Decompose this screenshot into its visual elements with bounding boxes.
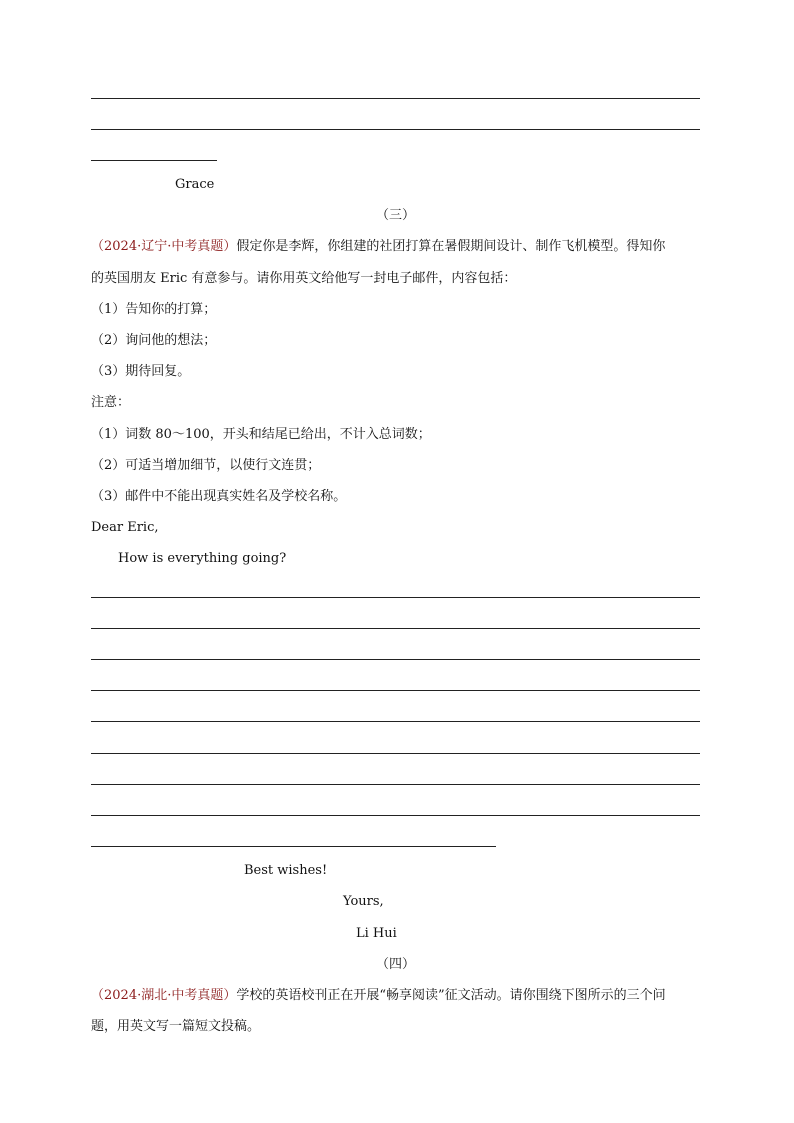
writing-line-short (91, 160, 217, 161)
list-item: （3）期待回复。 (91, 364, 191, 379)
sign-off-name: Grace (175, 177, 215, 192)
list-item: （2）询问他的想法； (91, 333, 217, 348)
writing-line (91, 659, 700, 660)
writing-line (91, 628, 700, 629)
writing-line (91, 597, 700, 598)
writing-line (91, 690, 700, 691)
prompt-line: 题，用英文写一篇短文投稿。 (91, 1019, 261, 1034)
prompt-line: （2024·湖北·中考真题）学校的英语校刊正在开展“畅享阅读”征文活动。请你围绕下图所示的三个问 (91, 988, 666, 1003)
opening-line: How is everything going? (118, 551, 287, 566)
section-title: （四） (376, 957, 416, 972)
note-item: （3）邮件中不能出现真实姓名及学校名称。 (91, 489, 347, 504)
source-tag: （2024·湖北·中考真题） (91, 988, 237, 1003)
writing-line-short (91, 846, 496, 847)
list-item: （1）告知你的打算； (91, 302, 217, 317)
writing-line (91, 784, 700, 785)
section-title: （三） (376, 208, 416, 223)
closing: Best wishes! (244, 863, 328, 878)
salutation: Dear Eric, (91, 520, 159, 535)
prompt-line: 的英国朋友 Eric 有意参与。请你用英文给他写一封电子邮件，内容包括： (91, 271, 517, 286)
note-label: 注意： (91, 395, 131, 410)
prompt-line: （2024·辽宁·中考真题）假定你是李辉，你组建的社团打算在暑假期间设计、制作飞机模型。得知你 (91, 239, 666, 254)
source-tag: （2024·辽宁·中考真题） (91, 239, 237, 254)
writing-line (91, 721, 700, 722)
writing-line (91, 98, 700, 99)
writing-line (91, 815, 700, 816)
note-item: （2）可适当增加细节，以使行文连贯； (91, 458, 321, 473)
writing-line (91, 753, 700, 754)
writing-line (91, 129, 700, 130)
note-item: （1）词数 80～100，开头和结尾已给出，不计入总词数； (91, 427, 431, 442)
signature: Li Hui (356, 926, 397, 941)
yours: Yours, (343, 894, 384, 909)
